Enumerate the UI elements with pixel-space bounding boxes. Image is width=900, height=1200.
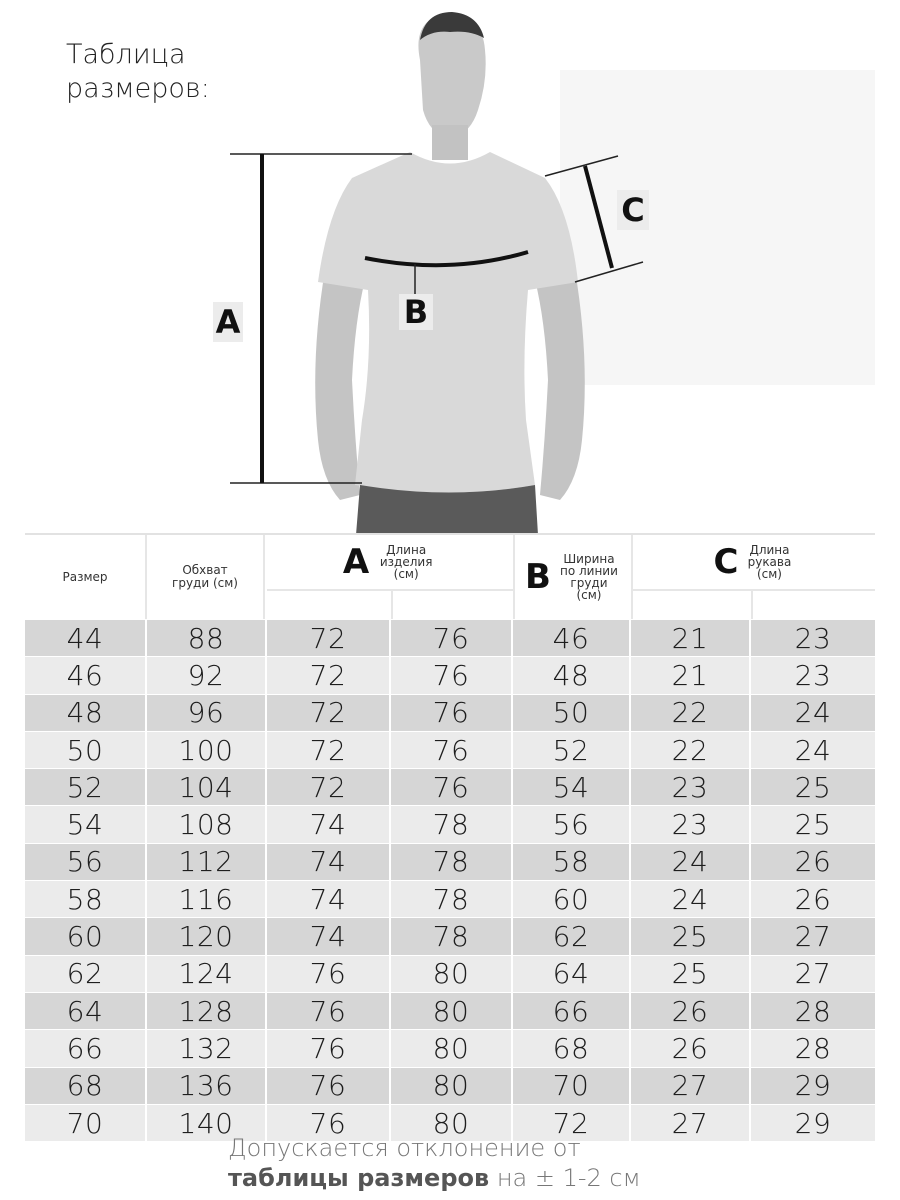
table-cell: 80: [391, 993, 513, 1029]
table-cell: 28: [751, 993, 875, 1029]
table-cell: 72: [267, 732, 391, 768]
table-cell: 25: [751, 806, 875, 842]
table-cell: 76: [267, 956, 391, 992]
table-row: [25, 694, 875, 731]
table-cell: 116: [147, 881, 267, 917]
table-cell: 24: [631, 844, 751, 880]
tolerance-line-1: Допускается отклонение от: [228, 1134, 581, 1162]
table-cell: 22: [631, 732, 751, 768]
table-row: [25, 619, 875, 656]
header-label-b: Ширина по линии груди (см): [559, 552, 618, 602]
neck-shape: [432, 125, 468, 160]
header-label-a: Длина изделия (см): [379, 543, 433, 581]
table-row: [25, 917, 875, 954]
table-cell: 76: [391, 657, 513, 693]
tshirt-illustration: [0, 0, 900, 535]
label-b: B: [399, 294, 433, 330]
header-chest: Обхват груди (см): [147, 535, 265, 619]
header-group-a: [267, 535, 515, 591]
table-cell: 56: [25, 844, 147, 880]
header-letter-a: A: [342, 542, 370, 582]
table-row: [25, 992, 875, 1029]
header-group-c: [633, 535, 875, 591]
table-cell: 74: [267, 881, 391, 917]
table-cell: 28: [751, 1030, 875, 1066]
table-cell: 66: [25, 1030, 147, 1066]
table-body: [25, 619, 875, 1141]
table-cell: 76: [267, 1030, 391, 1066]
table-cell: 46: [513, 620, 631, 656]
table-cell: 80: [391, 1030, 513, 1066]
table-cell: 52: [25, 769, 147, 805]
table-cell: 27: [751, 918, 875, 954]
table-cell: 124: [147, 956, 267, 992]
table-cell: 74: [267, 806, 391, 842]
table-cell: 76: [391, 732, 513, 768]
table-cell: 22: [631, 695, 751, 731]
table-row: [25, 1067, 875, 1104]
table-cell: 21: [631, 657, 751, 693]
table-cell: 112: [147, 844, 267, 880]
tolerance-rest: на ± 1-2 см: [489, 1164, 641, 1192]
table-cell: 128: [147, 993, 267, 1029]
table-cell: 26: [751, 881, 875, 917]
table-cell: 21: [631, 620, 751, 656]
photo-backdrop: [560, 70, 875, 385]
model-figure: [0, 0, 900, 535]
table-row: [25, 656, 875, 693]
trousers-shape: [356, 485, 538, 535]
table-row: [25, 880, 875, 917]
table-cell: 27: [751, 956, 875, 992]
table-cell: 48: [513, 657, 631, 693]
table-cell: 23: [751, 657, 875, 693]
table-cell: 58: [513, 844, 631, 880]
table-cell: 68: [25, 1068, 147, 1104]
table-cell: 62: [513, 918, 631, 954]
table-row: [25, 768, 875, 805]
header-letter-c: C: [713, 542, 739, 582]
table-cell: 26: [631, 993, 751, 1029]
table-cell: 68: [513, 1030, 631, 1066]
table-cell: 29: [751, 1105, 875, 1141]
table-cell: 78: [391, 844, 513, 880]
table-cell: 76: [267, 1105, 391, 1141]
table-cell: 78: [391, 881, 513, 917]
header-sub-a2: [393, 591, 515, 619]
tolerance-line-2: [228, 1163, 748, 1193]
table-row: [25, 731, 875, 768]
header-sub-c2: [753, 591, 875, 619]
table-cell: 74: [267, 844, 391, 880]
label-c: C: [617, 190, 649, 230]
table-cell: 54: [25, 806, 147, 842]
table-cell: 92: [147, 657, 267, 693]
table-cell: 27: [631, 1068, 751, 1104]
table-cell: 80: [391, 1105, 513, 1141]
table-cell: 44: [25, 620, 147, 656]
table-cell: 64: [513, 956, 631, 992]
table-cell: 24: [751, 732, 875, 768]
table-cell: 70: [25, 1105, 147, 1141]
table-cell: 58: [25, 881, 147, 917]
title-line-1: Таблица: [66, 39, 186, 70]
table-cell: 78: [391, 806, 513, 842]
table-cell: 76: [267, 993, 391, 1029]
table-cell: 76: [391, 769, 513, 805]
table-cell: 120: [147, 918, 267, 954]
table-cell: 25: [631, 956, 751, 992]
table-cell: 29: [751, 1068, 875, 1104]
header-letter-b: B: [525, 557, 551, 597]
table-cell: 70: [513, 1068, 631, 1104]
right-arm: [535, 270, 585, 500]
table-row: [25, 805, 875, 842]
table-cell: 72: [267, 657, 391, 693]
table-cell: 24: [631, 881, 751, 917]
table-row: [25, 1029, 875, 1066]
table-cell: 104: [147, 769, 267, 805]
size-table: [25, 533, 875, 1141]
table-cell: 23: [631, 806, 751, 842]
table-cell: 25: [631, 918, 751, 954]
table-cell: 72: [513, 1105, 631, 1141]
label-a: A: [213, 302, 243, 342]
table-cell: 140: [147, 1105, 267, 1141]
table-cell: 50: [25, 732, 147, 768]
table-cell: 46: [25, 657, 147, 693]
header-size: Размер: [25, 535, 147, 619]
title-line-2: размеров:: [66, 73, 210, 104]
table-cell: 132: [147, 1030, 267, 1066]
table-cell: 88: [147, 620, 267, 656]
tolerance-note: [228, 1133, 748, 1193]
table-cell: 136: [147, 1068, 267, 1104]
table-cell: 76: [391, 620, 513, 656]
header-group-b: [515, 535, 633, 619]
tolerance-bold: таблицы размеров: [228, 1164, 490, 1192]
table-cell: 74: [267, 918, 391, 954]
table-cell: 27: [631, 1105, 751, 1141]
table-cell: 60: [25, 918, 147, 954]
table-cell: 78: [391, 918, 513, 954]
table-cell: 76: [391, 695, 513, 731]
table-cell: 54: [513, 769, 631, 805]
table-cell: 26: [751, 844, 875, 880]
table-cell: 96: [147, 695, 267, 731]
table-cell: 76: [267, 1068, 391, 1104]
table-cell: 23: [751, 620, 875, 656]
table-cell: 80: [391, 1068, 513, 1104]
table-cell: 56: [513, 806, 631, 842]
header-sub-a1: [267, 591, 393, 619]
table-cell: 80: [391, 956, 513, 992]
table-row: [25, 843, 875, 880]
table-cell: 52: [513, 732, 631, 768]
table-cell: 100: [147, 732, 267, 768]
header-label-c: Длина рукава (см): [747, 543, 792, 581]
table-cell: 66: [513, 993, 631, 1029]
header-sub-c1: [633, 591, 753, 619]
table-row: [25, 955, 875, 992]
table-cell: 62: [25, 956, 147, 992]
table-cell: 64: [25, 993, 147, 1029]
table-cell: 72: [267, 620, 391, 656]
table-cell: 60: [513, 881, 631, 917]
table-cell: 108: [147, 806, 267, 842]
table-cell: 72: [267, 695, 391, 731]
table-header: [25, 533, 875, 619]
table-cell: 50: [513, 695, 631, 731]
table-cell: 23: [631, 769, 751, 805]
table-cell: 72: [267, 769, 391, 805]
table-cell: 24: [751, 695, 875, 731]
table-cell: 25: [751, 769, 875, 805]
table-cell: 26: [631, 1030, 751, 1066]
table-cell: 48: [25, 695, 147, 731]
